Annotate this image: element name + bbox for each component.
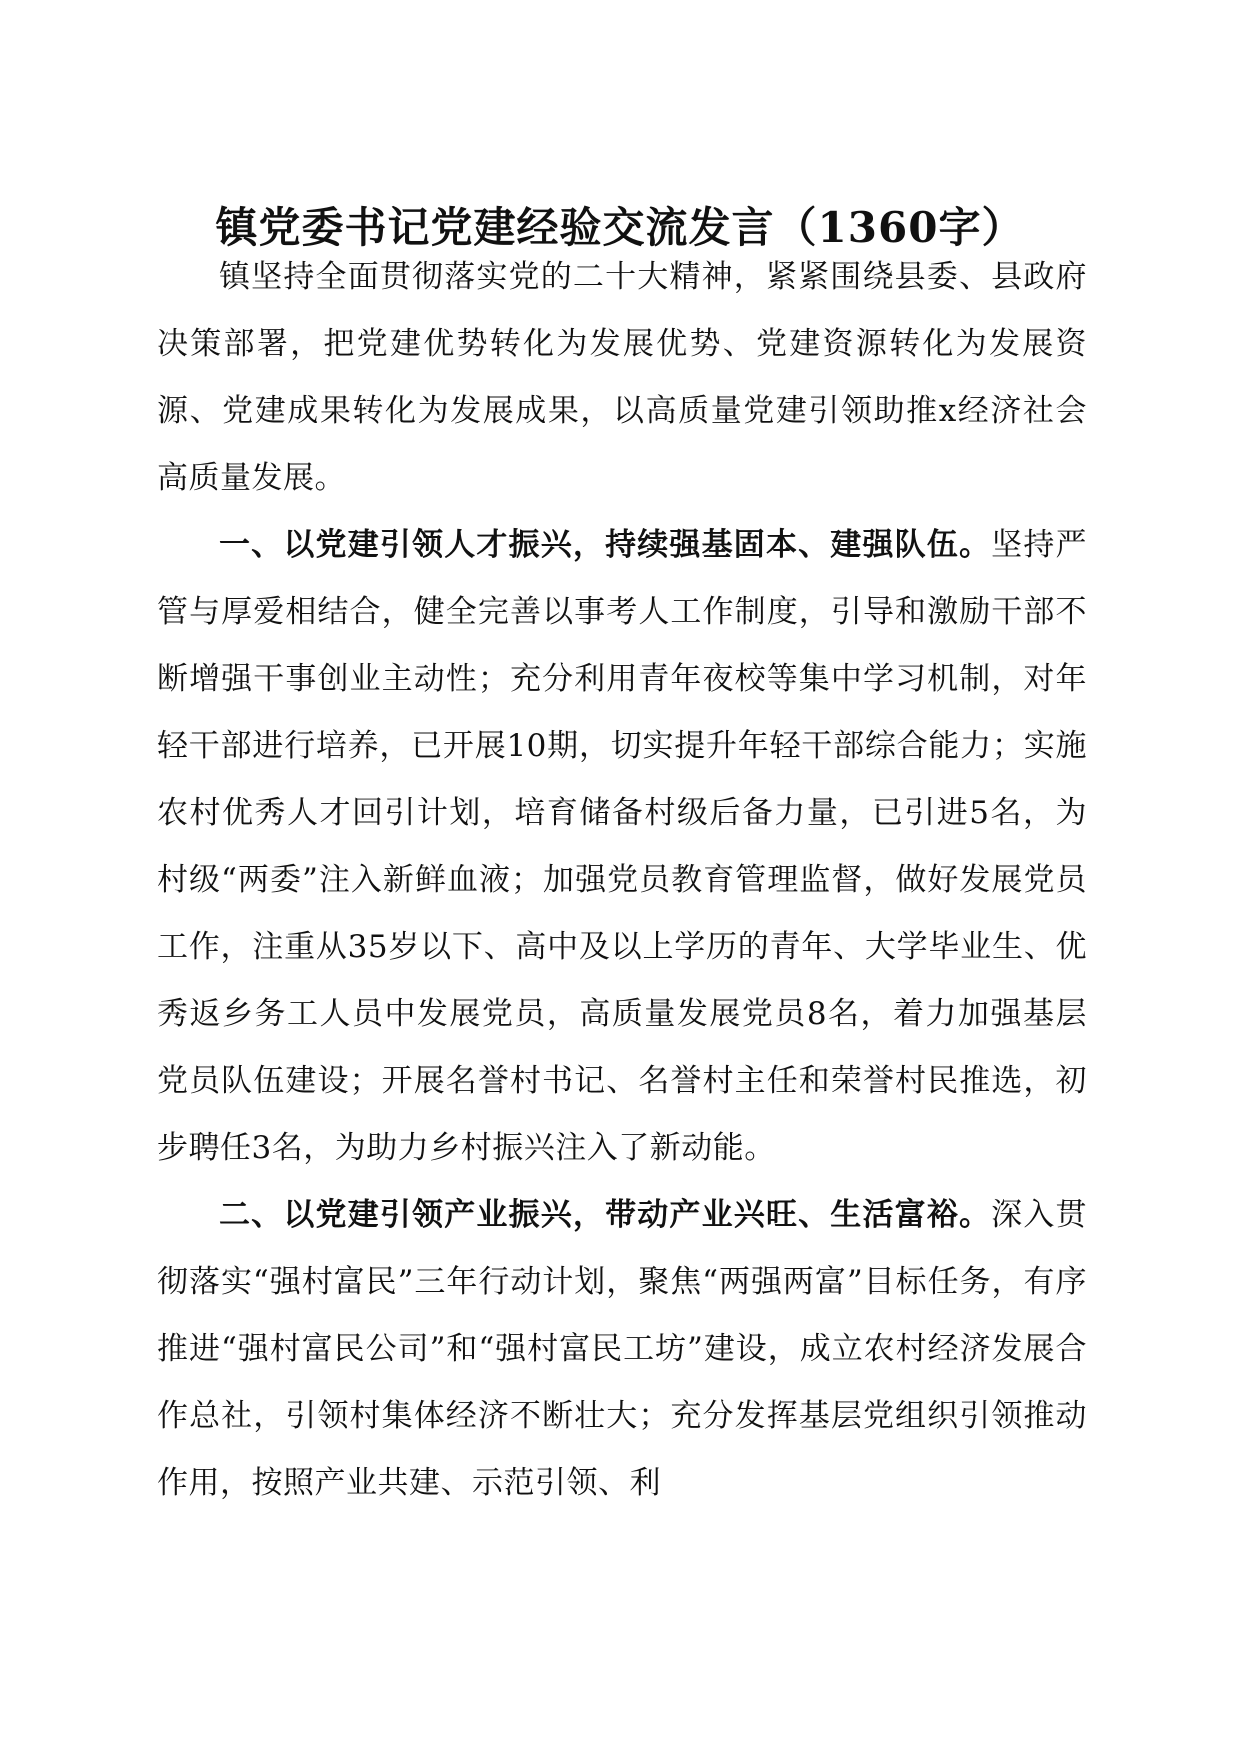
section-2-heading: 二、以党建引领产业振兴，带动产业兴旺、生活富裕。 bbox=[219, 1197, 992, 1233]
document-title: 镇党委书记党建经验交流发言（1360字） bbox=[215, 203, 1025, 253]
document-body bbox=[157, 244, 1087, 1517]
section-2-paragraph bbox=[157, 1182, 1087, 1517]
intro-paragraph-text: 镇坚持全面贯彻落实党的二十大精神，紧紧围绕县委、县政府决策部署，把党建优势转化为发展优势、党建资源转化为发展资源、党建成果转化为发展成果，以高质量党建引领助推x经济社会高质量发展。 bbox=[157, 259, 1087, 496]
section-1-text: 坚持严管与厚爱相结合，健全完善以事考人工作制度，引导和激励干部不断增强干事创业主动性；充分利用青年夜校等集中学习机制，对年轻干部进行培养，已开展10期，切实提升年轻干部综合能力；实施农村优秀人才回引计划，培育储备村级后备力量，已引进5名，为村级“两委”注入新鲜血液；加强党员教育管理监督，做好发展党员工作，注重从35岁以下、高中及以上学历的青年、大学毕业生、优秀返乡务工人员中发展党员，高质量发展党员8名，着力加强基层党员队伍建设；开展名誉村书记、名誉村主任和荣誉村民推选，初步聘任3名，为助力乡村振兴注入了新动能。 bbox=[157, 527, 1088, 1166]
section-1-heading: 一、以党建引领人才振兴，持续强基固本、建强队伍。 bbox=[219, 527, 992, 563]
intro-paragraph bbox=[157, 244, 1087, 512]
section-1-paragraph bbox=[157, 512, 1087, 1182]
section-2-text: 深入贯彻落实“强村富民”三年行动计划，聚焦“两强两富”目标任务，有序推进“强村富民公司”和“强村富民工坊”建设，成立农村经济发展合作总社，引领村集体经济不断壮大；充分发挥基层党组织引领推动作用，按照产业共建、示范引领、利 bbox=[157, 1197, 1088, 1501]
